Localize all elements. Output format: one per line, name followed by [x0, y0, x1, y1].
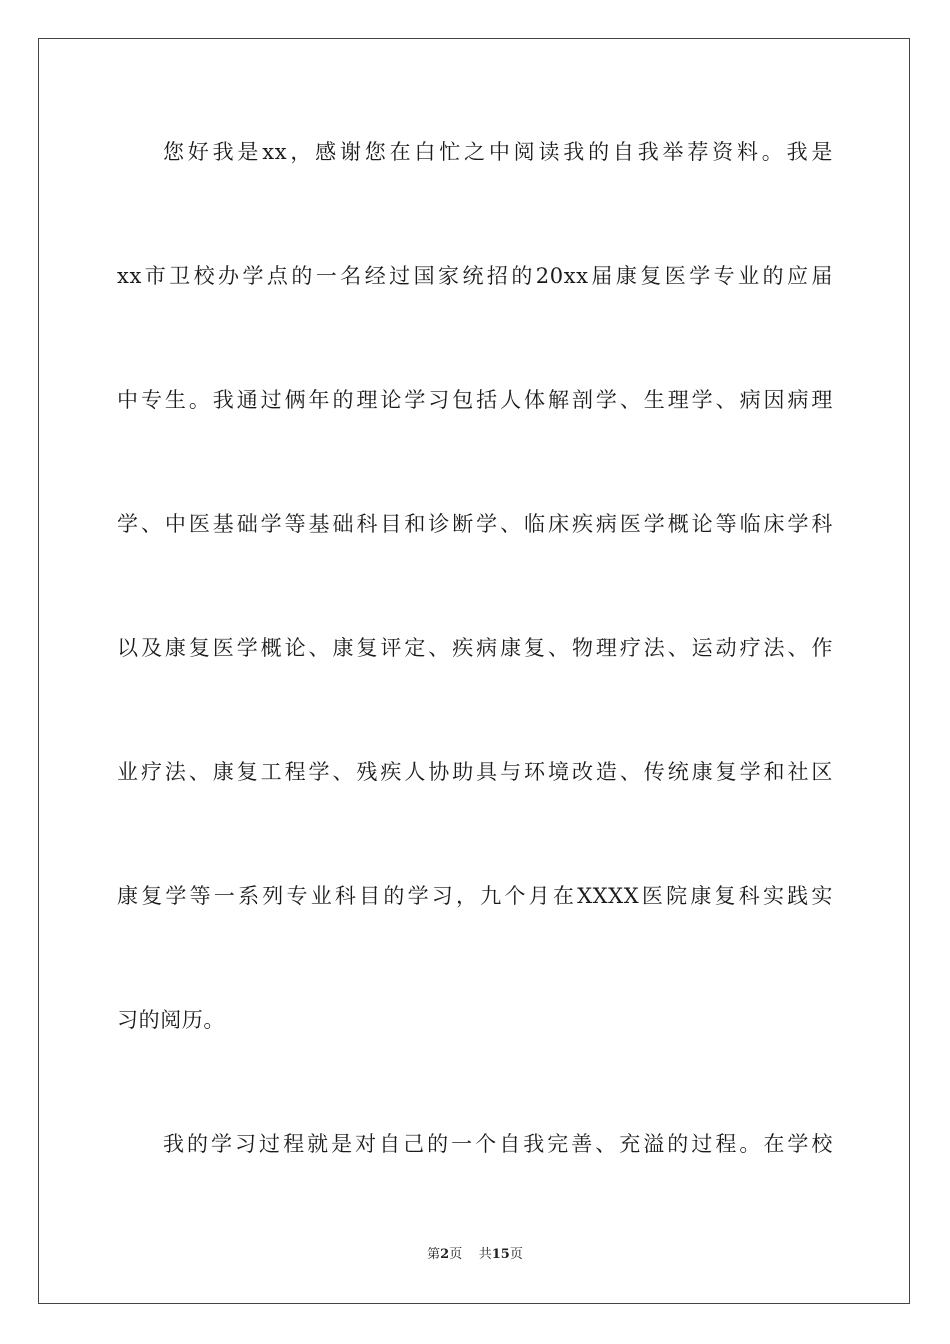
page-border	[38, 38, 910, 1304]
page-total: 15	[491, 1247, 510, 1262]
text-line: 我的学习过程就是对自己的一个自我完善、充溢的过程。在学校	[163, 1132, 833, 1156]
total-prefix: 共	[478, 1247, 492, 1262]
text-line: 习的阅历。	[117, 1008, 225, 1032]
total-unit: 页	[509, 1247, 523, 1262]
page-footer	[0, 1246, 950, 1264]
page-unit: 页	[449, 1247, 463, 1262]
text-line: 您好我是xx，感谢您在白忙之中阅读我的自我举荐资料。我是	[163, 140, 833, 164]
text-line: 业疗法、康复工程学、残疾人协助具与环境改造、传统康复学和社区	[117, 760, 833, 784]
page-prefix: 第	[427, 1247, 441, 1262]
text-line: xx市卫校办学点的一名经过国家统招的20xx届康复医学专业的应届	[117, 264, 833, 288]
text-line: 康复学等一系列专业科目的学习，九个月在XXXX医院康复科实践实	[117, 884, 833, 908]
text-line: 学、中医基础学等基础科目和诊断学、临床疾病医学概论等临床学科	[117, 512, 833, 536]
text-line: 以及康复医学概论、康复评定、疾病康复、物理疗法、运动疗法、作	[117, 636, 833, 660]
page-current: 2	[440, 1247, 450, 1262]
text-line: 中专生。我通过俩年的理论学习包括人体解剖学、生理学、病因病理	[117, 388, 833, 412]
